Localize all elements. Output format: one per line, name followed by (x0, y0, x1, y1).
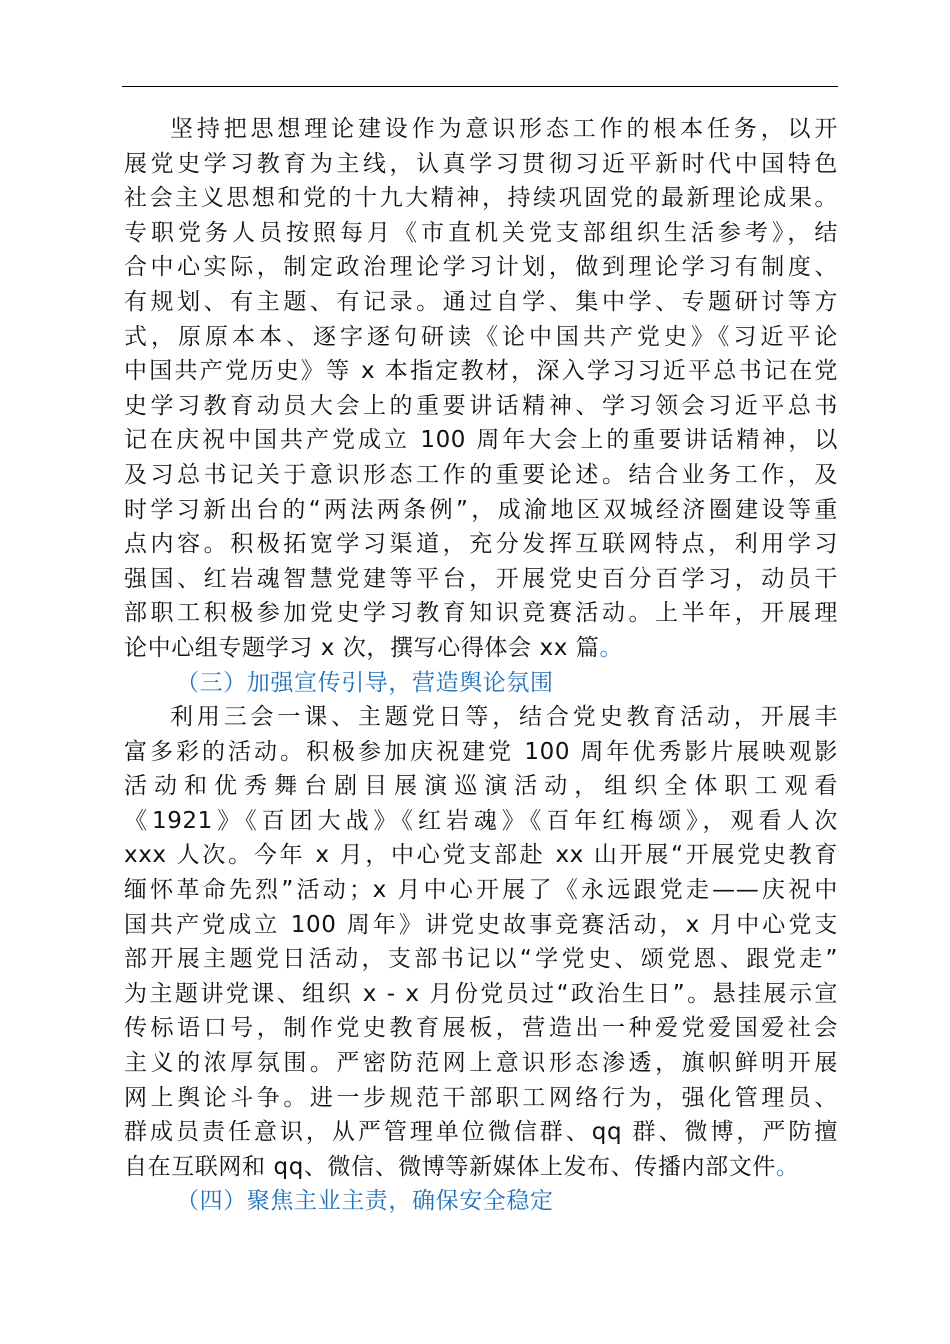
section-heading-three: （三）加强宣传引导，营造舆论氛围 (176, 669, 554, 696)
paragraph-line: 强国、红岩魂智慧党建等平台，开展党史百分百学习，动员干 (124, 565, 838, 592)
paragraph-line: 《1921》《百团大战》《红岩魂》《百年红梅颂》，观看人次 (124, 807, 838, 834)
paragraph-line: 合中心实际，制定政治理论学习计划，做到理论学习有制度、 (124, 254, 838, 281)
paragraph-line: 缅怀革命先烈”活动；x 月中心开展了《永远跟党走——庆祝中 (124, 877, 838, 904)
paragraph-line: 展党史学习教育为主线，认真学习贯彻习近平新时代中国特色 (124, 150, 838, 177)
paragraph-line: 部开展主题党日活动，支部书记以“学党史、颂党恩、跟党走” (124, 946, 838, 973)
paragraph-line: 专职党务人员按照每月《市直机关党支部组织生活参考》，结 (124, 219, 838, 246)
paragraph-line: 网上舆论斗争。进一步规范干部职工网络行为，强化管理员、 (124, 1084, 838, 1111)
paragraph-line: 时学习新出台的“两法两条例”，成渝地区双城经济圈建设等重 (124, 496, 838, 523)
header-rule (122, 86, 838, 87)
paragraph-line: 中国共产党历史》等 x 本指定教材，深入学习习近平总书记在党 (124, 358, 838, 385)
paragraph-last-text: 论中心组专题学习 x 次，撰写心得体会 xx 篇 (124, 634, 600, 661)
paragraph-line: 活动和优秀舞台剧目展演巡演活动，组织全体职工观看 (124, 773, 838, 800)
section-two-paragraph (124, 112, 838, 666)
paragraph-line: 国共产党成立 100 周年》讲党史故事竞赛活动，x 月中心党支 (124, 911, 838, 938)
paragraph-line: 主义的浓厚氛围。严密防范网上意识形态渗透，旗帜鲜明开展 (124, 1050, 838, 1077)
paragraph-line: 为主题讲党课、组织 x - x 月份党员过“政治生日”。悬挂展示宣 (124, 980, 838, 1007)
section-heading-four: （四）聚焦主业主责，确保安全稳定 (176, 1188, 554, 1215)
paragraph-line: xxx 人次。今年 x 月，中心党支部赴 xx 山开展“开展党史教育 (124, 842, 838, 869)
paragraph-end-mark: 。 (599, 634, 624, 661)
paragraph-line: 坚持把思想理论建设作为意识形态工作的根本任务，以开 (170, 116, 838, 142)
paragraph-last-line (124, 631, 838, 666)
paragraph-line: 社会主义思想和党的十九大精神，持续巩固党的最新理论成果。 (124, 185, 838, 212)
paragraph-end-mark: 。 (775, 1153, 800, 1180)
paragraph-line: 群成员责任意识，从严管理单位微信群、qq 群、微博，严防擅 (124, 1119, 838, 1146)
paragraph-line: 记在庆祝中国共产党成立 100 周年大会上的重要讲话精神，以 (124, 427, 838, 454)
paragraph-line: 传标语口号，制作党史教育展板，营造出一种爱党爱国爱社会 (124, 1015, 838, 1042)
paragraph-line: 利用三会一课、主题党日等，结合党史教育活动，开展丰 (170, 704, 838, 731)
paragraph-line: 史学习教育动员大会上的重要讲话精神、学习领会习近平总书 (124, 392, 838, 419)
paragraph-line: 及习总书记关于意识形态工作的重要论述。结合业务工作，及 (124, 461, 838, 488)
paragraph-last-line (124, 1150, 838, 1185)
body-text (124, 112, 838, 1219)
paragraph-line: 富多彩的活动。积极参加庆祝建党 100 周年优秀影片展映观影 (124, 738, 838, 765)
paragraph-line: 部职工积极参加党史学习教育知识竞赛活动。上半年，开展理 (124, 600, 838, 627)
paragraph-line: 点内容。积极拓宽学习渠道，充分发挥互联网特点，利用学习 (124, 531, 838, 558)
section-three-paragraph (124, 700, 838, 1184)
paragraph-last-text: 自在互联网和 qq、微信、微博等新媒体上发布、传播内部文件 (124, 1153, 776, 1180)
paragraph-line: 式，原原本本、逐字逐句研读《论中国共产党史》《习近平论 (124, 323, 838, 350)
paragraph-line: 有规划、有主题、有记录。通过自学、集中学、专题研讨等方 (124, 288, 838, 315)
